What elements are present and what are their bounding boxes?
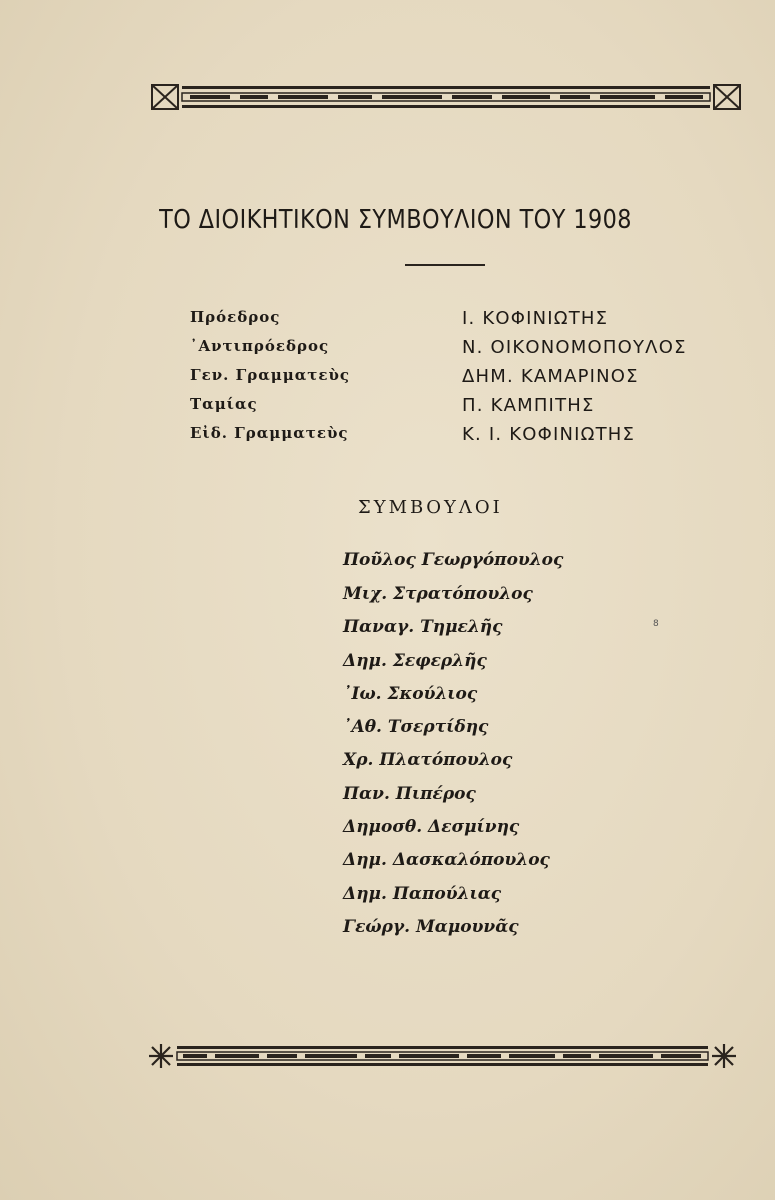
member-name: Μιχ. Στρατόπουλος [343,584,533,604]
member-name: ᾿Αθ. Τσερτίδης [343,717,489,737]
officer-name: ΔΗΜ. ΚΑΜΑΡΙΝΟΣ [462,366,639,387]
member-name: ᾿Ιω. Σκούλιος [343,684,478,704]
member-name: Δημ. Δασκαλόπουλος [343,850,550,870]
member-name: Παναγ. Τημελῆς [343,617,503,637]
officer-role: Πρόεδρος [190,308,281,326]
officer-row [0,337,775,367]
officer-row [0,308,775,338]
title-divider [405,264,485,266]
bottom-ornament [145,1040,740,1072]
officer-row [0,366,775,396]
member-name: Χρ. Πλατόπουλος [343,750,513,770]
officer-role: Εἰδ. Γραμματεὺς [190,424,349,442]
officer-name: Π. ΚΑΜΠΙΤΗΣ [462,395,595,416]
officer-row [0,395,775,425]
member-name: Δημ. Σεφερλῆς [343,651,487,671]
officer-role: Γεν. Γραμματεὺς [190,366,351,384]
member-name: Ποῦλος Γεωργόπουλος [343,550,564,570]
officer-name: Κ. Ι. ΚΟΦΙΝΙΩΤΗΣ [462,424,636,445]
margin-mark: 8 [653,619,659,629]
member-name: Δημοσθ. Δεσμίνης [343,817,520,837]
officer-row [0,424,775,454]
member-name: Παν. Πιπέρος [343,784,476,804]
top-ornament [150,82,742,112]
officer-role: Ταμίας [190,395,258,413]
member-name: Δημ. Παπούλιας [343,884,502,904]
members-heading: ΣΥΜΒΟΥΛΟΙ [358,497,503,518]
officer-role: ᾿Αντιπρόεδρος [190,337,330,355]
member-name: Γεώργ. Μαμουνᾶς [343,917,519,937]
page-title: ΤΟ ΔΙΟΙΚΗΤΙΚΟΝ ΣΥΜΒΟΥΛΙΟΝ ΤΟΥ 1908 [159,205,632,235]
officer-name: Ι. ΚΟΦΙΝΙΩΤΗΣ [462,308,609,329]
officer-name: Ν. ΟΙΚΟΝΟΜΟΠΟΥΛΟΣ [462,337,687,358]
